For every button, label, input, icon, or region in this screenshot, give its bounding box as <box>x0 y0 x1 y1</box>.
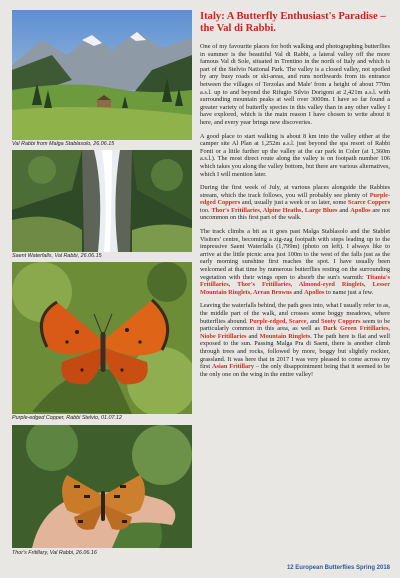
photo-saent-waterfalls <box>12 150 192 252</box>
article-paragraph <box>200 133 390 179</box>
species-highlight: Asian Fritillary <box>212 363 255 371</box>
article-paragraph <box>200 43 390 127</box>
paragraph-text: seem to be particularly common in this area, as well as <box>200 317 390 333</box>
paragraph-text: Leaving the waterfalls behind, the path goes into, what I usually refer to as, the middle part of the walk, and crosses some boggy meadows, where butterflies abound. <box>200 302 390 325</box>
photo-thors-fritillary <box>12 425 192 548</box>
paragraph-text: – the only disappointment being that it seemed to be the only one on the wing in the entire valley! <box>200 363 391 378</box>
article-column <box>200 11 390 571</box>
paragraph-text: and <box>337 206 351 214</box>
species-highlight: Thor's Fritillaries, Alpine Heaths, Large Blues <box>211 206 338 214</box>
article-title: Italy: A Butterfly Enthusiast's Paradise – the Val di Rabbi. <box>200 11 386 34</box>
paragraph-text: and, usually just a week or so later, some <box>240 199 348 207</box>
paragraph-text: , and <box>306 317 321 325</box>
photo-caption: Thor's Fritillary, Val Rabbi, 26.06.16 <box>12 550 97 556</box>
species-highlight: Purple-edged, Scarce <box>249 317 307 325</box>
article-body <box>200 43 390 378</box>
photo-caption: Val Rabbi from Malga Stablasolo, 26.06.15 <box>12 141 115 147</box>
species-highlight: Mountain Ringlets <box>259 332 311 340</box>
article-paragraph <box>200 228 390 296</box>
photo-val-rabbi <box>12 10 192 140</box>
paragraph-text: . The path here is flat and well exposed to the sun. Passing Malga Pra di Saent, there is another climb through trees and rocks, followed by more, boggy but slightly rockier, grassland. It was here that in 2017 I was very pleased to come across my first <box>200 332 390 371</box>
paragraph-text: One of my favourite places for both walking and photographing butterflies in summer is the beautiful Val di Rabbi, a lateral valley off the more famous Val di Sole, situated in Trentino in the north of Italy and which is part of the Stelvio National Park. The valley is a closed valley, not spoiled by any busy roads or ski-areas, and runs northwards from its entrance between the villages of Terzolas and Male' from a height of about 770m a.s.l. up to and beyond the Rifugio Silvio Dorigoni at 2,421m a.s.l. with surrounding mountain peaks at well over 3000m. I have so far found a greater variety of butterfly species in this valley than in any other valley I have explored, which is the main reason I have chosen to write about it here, and every year brings new discoveries. <box>200 43 390 126</box>
paragraph-text: During the first week of July, at various places alongside the Rabbies stream, which the track follows, you will probably see plenty of <box>200 184 390 199</box>
species-highlight: Apollos <box>350 206 371 214</box>
paragraph-text: and <box>291 288 305 296</box>
paragraph-text: A good place to start walking is about 8 km into the valley either at the camper site Al Plan at 1,252m a.s.l. just beyond the spa resort of Rabbi Fonti or a little further up the valley at the car park in Coler (at 1,360m a.s.l.). The most direct route along the valley is on footpath number 106 which takes you along the valley bottom, but there are various alternatives, which I will mention later. <box>200 132 390 178</box>
paragraph-text: are not uncommon on this first part of the walk. <box>200 206 390 222</box>
species-highlight: Apollos <box>304 288 325 296</box>
species-highlight: Titania's Fritillaries, Thor's Fritillaries, Almond-eyed Ringlets, Lesser Mountain Ringlets, Arran Browns <box>200 273 390 296</box>
article-paragraph <box>200 302 390 378</box>
species-highlight: Scarce Coppers <box>347 199 391 207</box>
photo-caption: Saent Waterfalls, Val Rabbi, 26.06.15 <box>12 253 102 259</box>
species-highlight: Purple-edged Coppers <box>200 191 390 207</box>
article-paragraph <box>200 184 390 222</box>
photo-purple-edged-copper <box>12 262 192 414</box>
paragraph-text: and <box>246 332 260 340</box>
paragraph-text: The track climbs a bit as it goes past Malga Stablasolo and the Stablet Visitors' centre, becoming a zig-zag footpath with steps leading up to the impressive Saent Waterfalls (1,799m) (photo on left). I always like to arrive at the little picnic area just 100m to the west of the falls just as the early morning sunshine first reaches the spot. I have usually been welcomed at that time by numerous butterflies resting on the surrounding vegetation with their wings open to absorb the sun's warmth: <box>200 228 390 281</box>
page-footer: 12 European Butterflies Spring 2018 <box>286 565 390 571</box>
photo-caption: Purple-edged Copper, Rabbi Stelvio, 01.07.12 <box>12 415 122 421</box>
paragraph-text: to name just a few. <box>324 288 374 296</box>
species-highlight: Dark Green Fritillaries, Niobe Fritillaries <box>200 325 390 340</box>
paragraph-text: too. <box>200 206 212 214</box>
species-highlight: Sooty Coppers <box>320 317 361 325</box>
